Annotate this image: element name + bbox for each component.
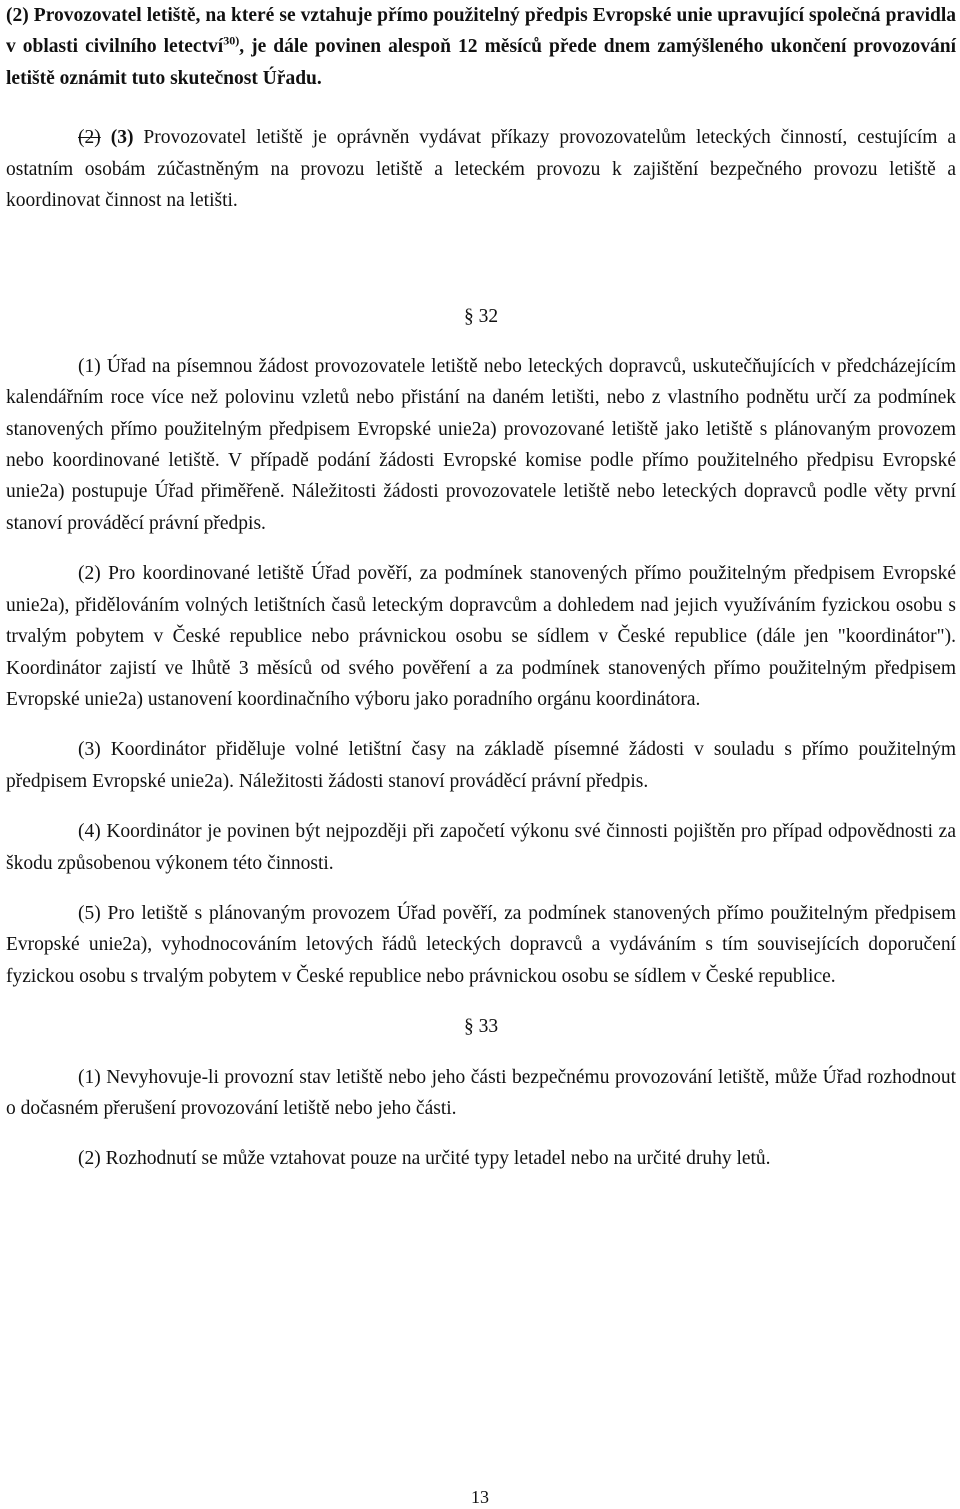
section-33-paragraph-1: (1) Nevyhovuje-li provozní stav letiště nebo jeho části bezpečnému provozování letiště, může Úřad rozhodnout o dočasném přerušení provozování letiště nebo jeho části. xyxy=(6,1066,956,1119)
section-32-paragraph-2: (2) Pro koordinované letiště Úřad pověří, za podmínek stanovených přímo použitelným předpisem Evropské unie2a), přidělováním volných letištních časů leteckým dopravcům a dohledem nad jejich využíváním fyzickou osobu s trvalým pobytem v České republice nebo právnickou osobu se sídlem v České republice (dále jen "koordinátor"). Koordinátor zajistí ve lhůtě 3 měsíců od svého pověření a za podmínek stanovených přímo použitelným předpisem Evropské unie2a) ustanovení koordinačního výboru jako poradního orgánu koordinátora. xyxy=(6,563,956,710)
page-number: 13 xyxy=(471,1487,489,1507)
paragraph-intro xyxy=(6,0,956,94)
document-page xyxy=(6,0,956,1175)
section-32-paragraph-3: (3) Koordinátor přiděluje volné letištní časy na základě písemné žádosti v souladu s přímo použitelným předpisem Evropské unie2a). Náležitosti žádosti stanoví prováděcí právní předpis. xyxy=(6,739,956,792)
intro-text-a: (2) Provozovatel letiště, na které se vztahuje přímo použitelný předpis Evropské unie upravující společná pravidla v oblasti civilního letectví xyxy=(6,5,956,58)
section-32-paragraph-4: (4) Koordinátor je povinen být nejpozději při započetí výkonu své činnosti pojištěn pro případ odpovědnosti za škodu způsobenou výkonem této činnosti. xyxy=(6,821,956,874)
intro-text-b: , je dále povinen alespoň 12 měsíců přede dnem zamýšleného ukončení provozování letiště oznámit tuto skutečnost Úřadu. xyxy=(6,36,956,89)
paragraph-3 xyxy=(6,122,956,216)
section-32-heading: § 32 xyxy=(463,306,499,328)
section-32-paragraph-5: (5) Pro letiště s plánovaným provozem Úřad pověří, za podmínek stanovených přímo použitelným předpisem Evropské unie2a), vyhodnocováním letových řádů leteckých dopravců a vydáváním s tím souvisejících doporučení fyzickou osobu s trvalým pobytem v České republice nebo právnickou osobu se sídlem v České republice. xyxy=(6,902,956,987)
footnote-ref-30[interactable]: 30) xyxy=(223,33,240,48)
struck-number: (2) xyxy=(78,127,101,149)
new-number: (3) xyxy=(110,127,134,149)
section-33-paragraph-2: (2) Rozhodnutí se může vztahovat pouze na určité typy letadel nebo na určité druhy letů. xyxy=(78,1148,771,1170)
section-33-heading: § 33 xyxy=(463,1016,499,1038)
paragraph-3-text: Provozovatel letiště je oprávněn vydávat příkazy provozovatelům leteckých činností, cestujícím a ostatním osobám zúčastněným na provozu letiště a leteckém provozu k zajištění bezpečného provozu letiště a koordinovat činnost na letišti. xyxy=(6,127,957,212)
section-32-paragraph-1: (1) Úřad na písemnou žádost provozovatele letiště nebo leteckých dopravců, uskutečňujících v předcházejícím kalendářním roce více než polovinu vzletů nebo přistání na daném letišti, nebo z vlastního podnětu určí za podmínek stanovených přímo použitelným předpisem Evropské unie2a) provozované letiště jako letiště s plánovaným provozem nebo koordinované letiště. V případě podání žádosti Evropské komise podle přímo použitelného předpisu Evropské unie2a) postupuje Úřad přiměřeně. Náležitosti žádosti provozovatele letiště nebo leteckých dopravců podle věty první stanoví prováděcí právní předpis. xyxy=(6,355,956,534)
